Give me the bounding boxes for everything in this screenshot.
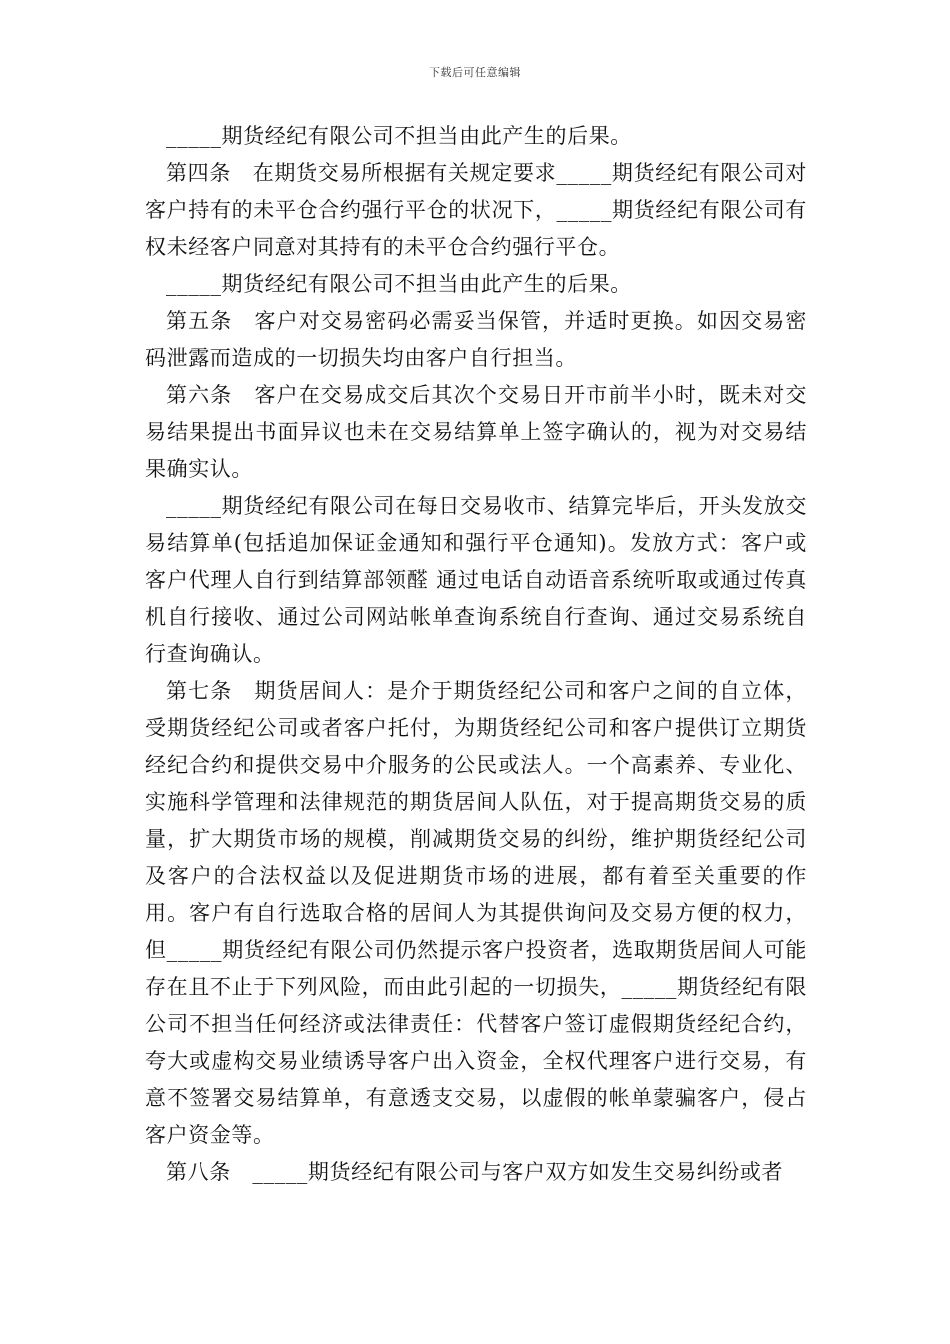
paragraph-article-5: 第五条 客户对交易密码必需妥当保管，并适时更换。如因交易密码泄露而造成的一切损失均由客户自行担当。	[145, 309, 807, 370]
paragraph-disclaimer-1: _____期货经纪有限公司不担当由此产生的后果。	[166, 124, 632, 148]
paragraph-disclaimer-2: _____期货经纪有限公司不担当由此产生的后果。	[166, 272, 632, 296]
paragraph-settlement-statement: _____期货经纪有限公司在每日交易收市、结算完毕后，开头发放交易结算单(包括追加保证金通知和强行平仓通知)。发放方式：客户或客户代理人自行到结算部领醛 通过电话自动语音系统听取或通过传真机自行接收、通过公司网站帐单查询系统自行查询、通过交易系统自行查询确认。	[145, 494, 807, 666]
paragraph-article-4: 第四条 在期货交易所根据有关规定要求_____期货经纪有限公司对客户持有的未平仓合约强行平仓的状况下，_____期货经纪有限公司有权未经客户同意对其持有的未平仓合约强行平仓。	[145, 161, 807, 259]
paragraph-article-6: 第六条 客户在交易成交后其次个交易日开市前半小时，既未对交易结果提出书面异议也未在交易结算单上签字确认的，视为对交易结果确实认。	[145, 383, 807, 481]
document-body	[145, 118, 807, 1191]
page-header-note: 下载后可任意编辑	[429, 66, 521, 79]
paragraph-article-8: 第八条 _____期货经纪有限公司与客户双方如发生交易纠纷或者	[166, 1160, 784, 1184]
paragraph-article-7: 第七条 期货居间人：是介于期货经纪公司和客户之间的自立体，受期货经纪公司或者客户托付，为期货经纪公司和客户提供订立期货经纪合约和提供交易中介服务的公民或法人。一个高素养、专业化、实施科学管理和法律规范的期货居间人队伍，对于提高期货交易的质量，扩大期货市场的规模，削减期货交易的纠纷，维护期货经纪公司及客户的合法权益以及促进期货市场的进展，都有着至关重要的作用。客户有自行选取合格的居间人为其提供询问及交易方便的权力，但_____期货经纪有限公司仍然提示客户投资者，选取期货居间人可能存在且不止于下列风险，而由此引起的一切损失，_____期货经纪有限公司不担当任何经济或法律责任：代替客户签订虚假期货经纪合约，夸大或虚构交易业绩诱导客户出入资金，全权代理客户进行交易，有意不签署交易结算单，有意透支交易，以虚假的帐单蒙骗客户，侵占客户资金等。	[145, 679, 807, 1147]
